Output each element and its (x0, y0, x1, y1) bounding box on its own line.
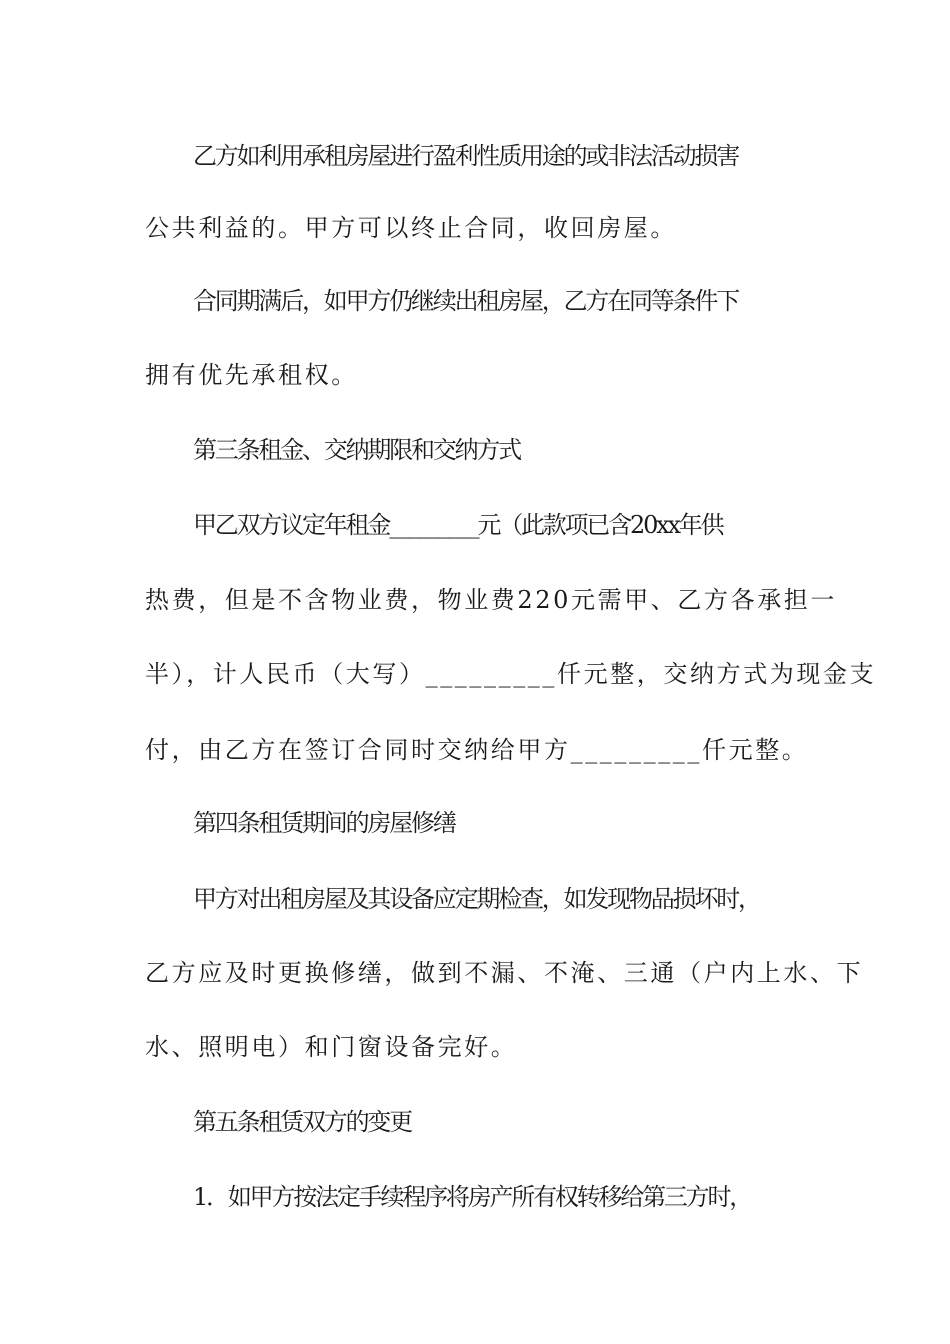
section-heading: 第四条租赁期间的房屋修缮 (193, 809, 455, 837)
paragraph-line: 付，由乙方在签订合同时交纳给甲方_________仟元整。 (145, 736, 809, 764)
paragraph-line: 半），计人民币（大写）_________仟元整，交纳方式为现金支 (145, 660, 877, 688)
section-heading: 第三条租金、交纳期限和交纳方式 (193, 436, 520, 464)
paragraph-line: 甲乙双方议定年租金_________元（此款项已含20xx年供 (193, 511, 723, 539)
paragraph-line: 水、照明电）和门窗设备完好。 (145, 1033, 518, 1061)
paragraph-line: 乙方应及时更换修缮，做到不漏、不淹、三通（户内上水、下 (145, 959, 864, 987)
paragraph-line: 热费，但是不含物业费，物业费220元需甲、乙方各承担一 (145, 586, 838, 614)
paragraph-line: 合同期满后，如甲方仍继续出租房屋，乙方在同等条件下 (193, 287, 738, 315)
paragraph-line: 公共利益的。甲方可以终止合同，收回房屋。 (145, 214, 677, 242)
section-heading: 第五条租赁双方的变更 (193, 1108, 411, 1136)
paragraph-line: 拥有优先承租权。 (145, 361, 358, 389)
paragraph-line: 1．如甲方按法定手续程序将房产所有权转移给第三方时， (193, 1183, 752, 1211)
paragraph-line: 乙方如利用承租房屋进行盈利性质用途的或非法活动损害 (193, 142, 738, 170)
paragraph-line: 甲方对出租房屋及其设备应定期检查，如发现物品损坏时， (193, 885, 760, 913)
